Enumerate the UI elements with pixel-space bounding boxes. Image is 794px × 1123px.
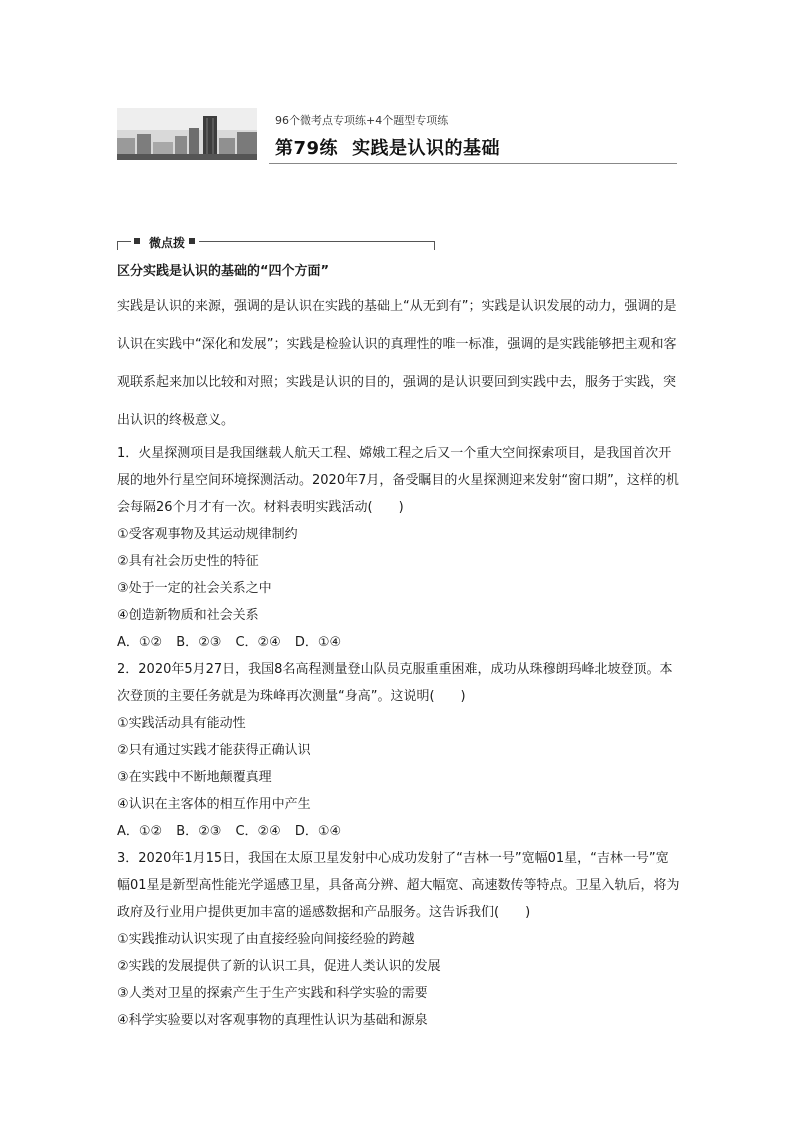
answer-choices <box>117 629 681 656</box>
option-item: ②只有通过实践才能获得正确认识 <box>117 743 311 758</box>
option-item: ①受客观事物及其运动规律制约 <box>117 527 298 542</box>
page-title <box>275 134 500 160</box>
option-item: ②实践的发展提供了新的认识工具，促进人类认识的发展 <box>117 959 441 974</box>
series-label: 96个微考点专项练+4个题型专项练 <box>275 114 449 127</box>
header-divider <box>269 163 677 164</box>
choice-a: A．①② <box>117 824 163 839</box>
option-item: ③人类对卫星的探索产生于生产实践和科学实验的需要 <box>117 986 428 1001</box>
page-header <box>117 106 677 166</box>
tip-label: 微点拨 <box>149 236 186 250</box>
question-2 <box>117 656 681 845</box>
choice-d: D．①④ <box>294 824 342 839</box>
answer-choices <box>117 818 681 845</box>
choice-b: B．②③ <box>176 635 222 650</box>
city-skyline-image <box>117 108 257 160</box>
question-stem: 1．火星探测项目是我国继载人航天工程、嫦娥工程之后又一个重大空间探索项目，是我国首次开展的地外行星空间环境探测活动。2020年7月，备受瞩目的火星探测迎来发射“窗口期”，这样的机会每隔26个月才有一次。材料表明实践活动( ) <box>117 446 679 515</box>
lesson-number: 第79练 <box>275 138 339 159</box>
option-item: ①实践推动认识实现了由直接经验向间接经验的跨越 <box>117 932 415 947</box>
option-item: ②具有社会历史性的特征 <box>117 554 259 569</box>
tip-body: 实践是认识的来源，强调的是认识在实践的基础上“从无到有”；实践是认识发展的动力，强调的是认识在实践中“深化和发展”；实践是检验认识的真理性的唯一标准，强调的是实践能够把主观和客观联系起来加以比较和对照；实践是认识的目的，强调的是认识要回到实践中去，服务于实践，突出认识的终极意义。 <box>117 299 677 428</box>
main-content <box>117 262 681 1034</box>
option-item: ④科学实验要以对客观事物的真理性认识为基础和源泉 <box>117 1013 428 1028</box>
option-item: ④创造新物质和社会关系 <box>117 608 259 623</box>
choice-a: A．①② <box>117 635 163 650</box>
option-item: ①实践活动具有能动性 <box>117 716 246 731</box>
choice-c: C．②④ <box>235 824 281 839</box>
lesson-title: 实践是认识的基础 <box>352 138 501 159</box>
question-1 <box>117 440 681 656</box>
square-bullet-icon <box>189 238 195 244</box>
question-stem: 3．2020年1月15日，我国在太原卫星发射中心成功发射了“吉林一号”宽幅01星，“吉林一号”宽幅01星是新型高性能光学遥感卫星，具备高分辨、超大幅宽、高速数传等特点。卫星入轨后，将为政府及行业用户提供更加丰富的遥感数据和产品服务。这告诉我们( ) <box>117 851 680 920</box>
tip-heading: 区分实践是认识的基础的“四个方面” <box>117 264 330 279</box>
option-item: ③处于一定的社会关系之中 <box>117 581 272 596</box>
question-3 <box>117 845 681 1034</box>
square-bullet-icon <box>134 238 140 244</box>
choice-d: D．①④ <box>294 635 342 650</box>
question-stem: 2．2020年5月27日，我国8名高程测量登山队员克服重重困难，成功从珠穆朗玛峰北坡登顶。本次登顶的主要任务就是为珠峰再次测量“身高”。这说明( ) <box>117 662 673 704</box>
tip-box-header <box>117 234 435 250</box>
choice-c: C．②④ <box>235 635 281 650</box>
option-item: ④认识在主客体的相互作用中产生 <box>117 797 311 812</box>
option-item: ③在实践中不断地颠覆真理 <box>117 770 272 785</box>
choice-b: B．②③ <box>176 824 222 839</box>
